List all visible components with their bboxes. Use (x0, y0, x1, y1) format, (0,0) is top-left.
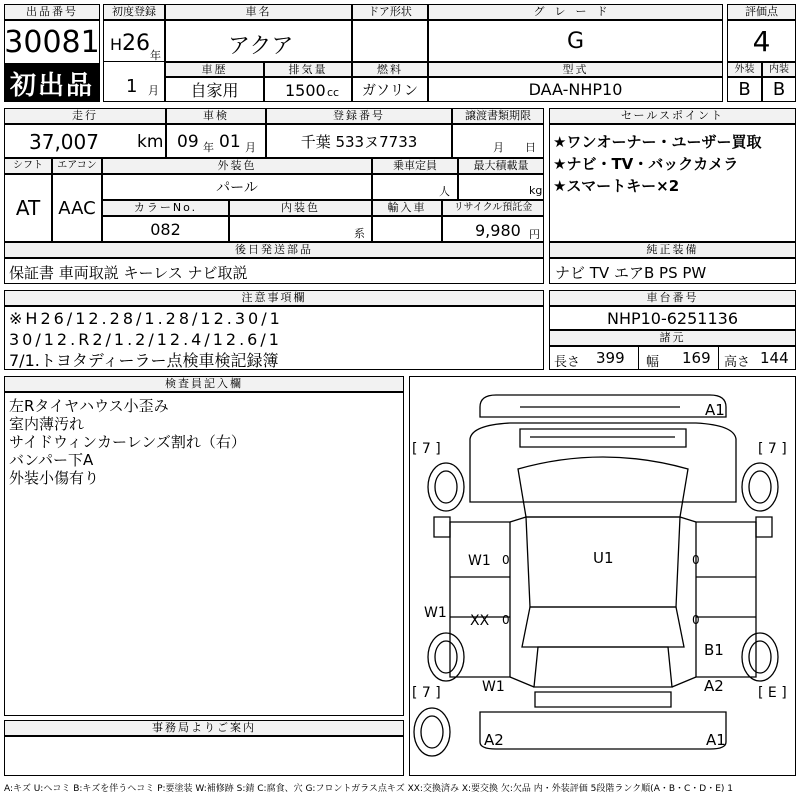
ac: AAC (58, 197, 96, 219)
plate-label: 登録番号 (266, 108, 452, 124)
sales-points-cell (549, 124, 796, 242)
mark-bracket-l1: [ 7 ] (412, 441, 441, 457)
grade: G (566, 28, 585, 54)
inspector-line: 左Rタイヤハウス小歪み (9, 397, 169, 415)
insp-month: 01 (219, 132, 241, 152)
lot-label: 出品番号 (4, 4, 100, 20)
mileage-cell (4, 124, 166, 158)
interior-color-cell (229, 216, 372, 242)
mileage: 37,007 (29, 130, 99, 154)
notes-cell (4, 306, 544, 370)
first-listing-text: 初出品 (9, 70, 94, 101)
mark-zero-right1: 0 (692, 553, 700, 567)
legend: A:キズ U:ヘコミ B:キズを伴うヘコミ P:要塗装 W:補修跡 S:錆 C:腐食、穴 G:フロントガラス点キズ XX:交換済み X:要交換 欠:欠品 内・外装評価 5段階ランク順(A・B・C・D・E) 1 (4, 784, 734, 794)
deadline-cell (452, 124, 544, 158)
mark-b1: B1 (704, 641, 724, 659)
history-cell (165, 77, 264, 102)
history-label: 車歴 (165, 62, 264, 77)
height-label: 高さ (724, 355, 751, 370)
reg-cell (103, 20, 165, 62)
color-no-label: カラーNo. (102, 200, 229, 216)
insp-year: 09 (177, 132, 199, 152)
recycle-cell (442, 216, 544, 242)
score-cell (727, 20, 796, 62)
car-outline (410, 377, 795, 775)
shift-cell (4, 174, 52, 242)
interior-label: 内装 (762, 62, 796, 77)
color-cell (102, 174, 372, 200)
mark-zero-left2: 0 (502, 613, 510, 627)
sales-point-item: ★ワンオーナー・ユーザー買取 (553, 133, 762, 151)
inspector-cell (4, 392, 404, 716)
length: 399 (596, 349, 625, 367)
import-label: 輸入車 (372, 200, 442, 216)
color-no-cell (102, 216, 229, 242)
deadline-month-unit: 月 (493, 141, 504, 154)
mileage-unit: km (137, 132, 164, 152)
mark-bracket-r2: [ E ] (758, 685, 787, 701)
month-unit: 月 (148, 84, 159, 97)
chassis-cell (549, 306, 796, 330)
dims-divider (638, 346, 639, 370)
lot-number: 30081 (4, 24, 100, 60)
capacity-label: 乗車定員 (372, 158, 458, 174)
reg-month: 1 (126, 76, 138, 97)
name-label: 車名 (165, 4, 352, 20)
inspection-cell (166, 124, 266, 158)
recycle-unit: 円 (529, 228, 540, 241)
door-cell (352, 20, 428, 62)
load-label: 最大積載量 (458, 158, 544, 174)
notes-line: 7/1.トヨタディーラー点検車検記録簿 (9, 351, 279, 370)
reg-month-cell (103, 62, 165, 102)
mark-a2-bottom: A2 (484, 731, 504, 749)
sales-points-label: セールスポイント (549, 108, 796, 124)
plate-cell (266, 124, 452, 158)
height: 144 (760, 349, 789, 367)
mark-u1: U1 (593, 549, 614, 567)
load-cell (458, 174, 544, 200)
shift: AT (15, 196, 41, 220)
model-cell (428, 77, 723, 102)
load-unit: kg (529, 184, 543, 197)
inspector-line: バンパー下A (9, 451, 94, 469)
year-unit: 年 (150, 49, 161, 62)
exterior-grade: B (738, 79, 751, 100)
equipment-cell (549, 258, 796, 284)
color: パール (216, 180, 258, 196)
grade-cell (428, 20, 723, 62)
grade-label: グレード (428, 4, 723, 20)
score-label: 評価点 (727, 4, 796, 20)
insp-month-unit: 月 (245, 141, 256, 154)
mark-xx: XX (470, 613, 490, 629)
notes-line: 30/12.R2/1.2/12.4/12.6/1 (9, 330, 282, 349)
equipment-label: 純正装備 (549, 242, 796, 258)
chassis-label: 車台番号 (549, 290, 796, 306)
displacement-unit: cc (327, 86, 340, 99)
color-no: 082 (150, 219, 181, 239)
sales-point-item: ★スマートキー×2 (553, 177, 680, 195)
model: DAA-NHP10 (528, 80, 623, 99)
inspector-line: 室内薄汚れ (9, 415, 85, 433)
capacity-cell (372, 174, 458, 200)
exterior-grade-cell (727, 77, 762, 102)
displacement-label: 排気量 (264, 62, 352, 77)
inspector-label: 検査員記入欄 (4, 376, 404, 392)
deadline-label: 譲渡書類期限 (452, 108, 544, 124)
first-listing-badge (4, 64, 100, 102)
mark-w1-lower: W1 (482, 679, 505, 695)
color-label: 外装色 (102, 158, 372, 174)
recycle: 9,980 (475, 221, 521, 240)
interior-color-label: 内装色 (229, 200, 372, 216)
era: H (110, 35, 123, 54)
inspector-line: サイドウィンカーレンズ割れ（右） (9, 433, 246, 451)
mark-a1-top: A1 (705, 401, 725, 419)
deadline-day-unit: 日 (525, 141, 536, 154)
fuel: ガソリン (362, 82, 418, 99)
capacity-unit: 人 (439, 185, 450, 198)
history: 自家用 (190, 81, 239, 100)
recycle-label: リサイクル預託金 (442, 200, 544, 216)
chassis-number: NHP10-6251136 (606, 308, 739, 328)
model-label: 型式 (428, 62, 723, 77)
exterior-label: 外装 (727, 62, 762, 77)
equipment: ナビ TV エアB PS PW (555, 264, 707, 282)
lot-number-cell (4, 20, 100, 64)
reg-label: 初度登録 (103, 4, 165, 20)
insp-year-unit: 年 (203, 141, 214, 154)
displacement: 1500 (285, 81, 326, 100)
mark-a2-right: A2 (704, 677, 724, 695)
later-parts-label: 後日発送部品 (4, 242, 544, 258)
car-diagram (409, 376, 796, 776)
later-parts: 保証書 車両取説 キーレス ナビ取説 (9, 264, 248, 282)
dims-cell (549, 346, 796, 370)
plate: 千葉 533ヌ7733 (300, 132, 418, 151)
mark-zero-left1: 0 (502, 553, 510, 567)
interior-grade: B (772, 79, 786, 100)
mark-zero-right2: 0 (692, 613, 700, 627)
dims-label: 諸元 (549, 330, 796, 346)
inspector-line: 外装小傷有り (9, 469, 100, 487)
inspection-label: 車検 (166, 108, 266, 124)
door-label: ドア形状 (352, 4, 428, 20)
notes-line: ※H26/12.28/1.28/12.30/1 (9, 309, 283, 328)
reg-year: 26 (122, 31, 150, 56)
dims-divider (718, 346, 719, 370)
width-label: 幅 (646, 355, 660, 370)
office-label: 事務局よりご案内 (4, 720, 404, 736)
length-label: 長さ (554, 355, 581, 370)
notes-label: 注意事項欄 (4, 290, 544, 306)
ac-cell (52, 174, 102, 242)
later-parts-cell (4, 258, 544, 284)
mark-a1-bottom: A1 (706, 731, 726, 749)
width: 169 (682, 349, 711, 367)
fuel-label: 燃料 (352, 62, 428, 77)
fuel-cell (352, 77, 428, 102)
name-cell (165, 20, 352, 62)
interior-color-unit: 系 (354, 227, 365, 240)
office-cell (4, 736, 404, 776)
mark-bracket-r1: [ 7 ] (758, 441, 787, 457)
sales-point-item: ★ナビ・TV・バックカメラ (553, 155, 739, 173)
import-cell (372, 216, 442, 242)
score: 4 (752, 24, 771, 58)
mark-bracket-l2: [ 7 ] (412, 685, 441, 701)
ac-label: エアコン (52, 158, 102, 174)
mark-w1-side: W1 (424, 605, 447, 621)
mileage-label: 走行 (4, 108, 166, 124)
interior-grade-cell (762, 77, 796, 102)
shift-label: シフト (4, 158, 52, 174)
mark-w1-left: W1 (468, 553, 491, 569)
car-name: アクア (228, 34, 294, 59)
displacement-cell (264, 77, 352, 102)
